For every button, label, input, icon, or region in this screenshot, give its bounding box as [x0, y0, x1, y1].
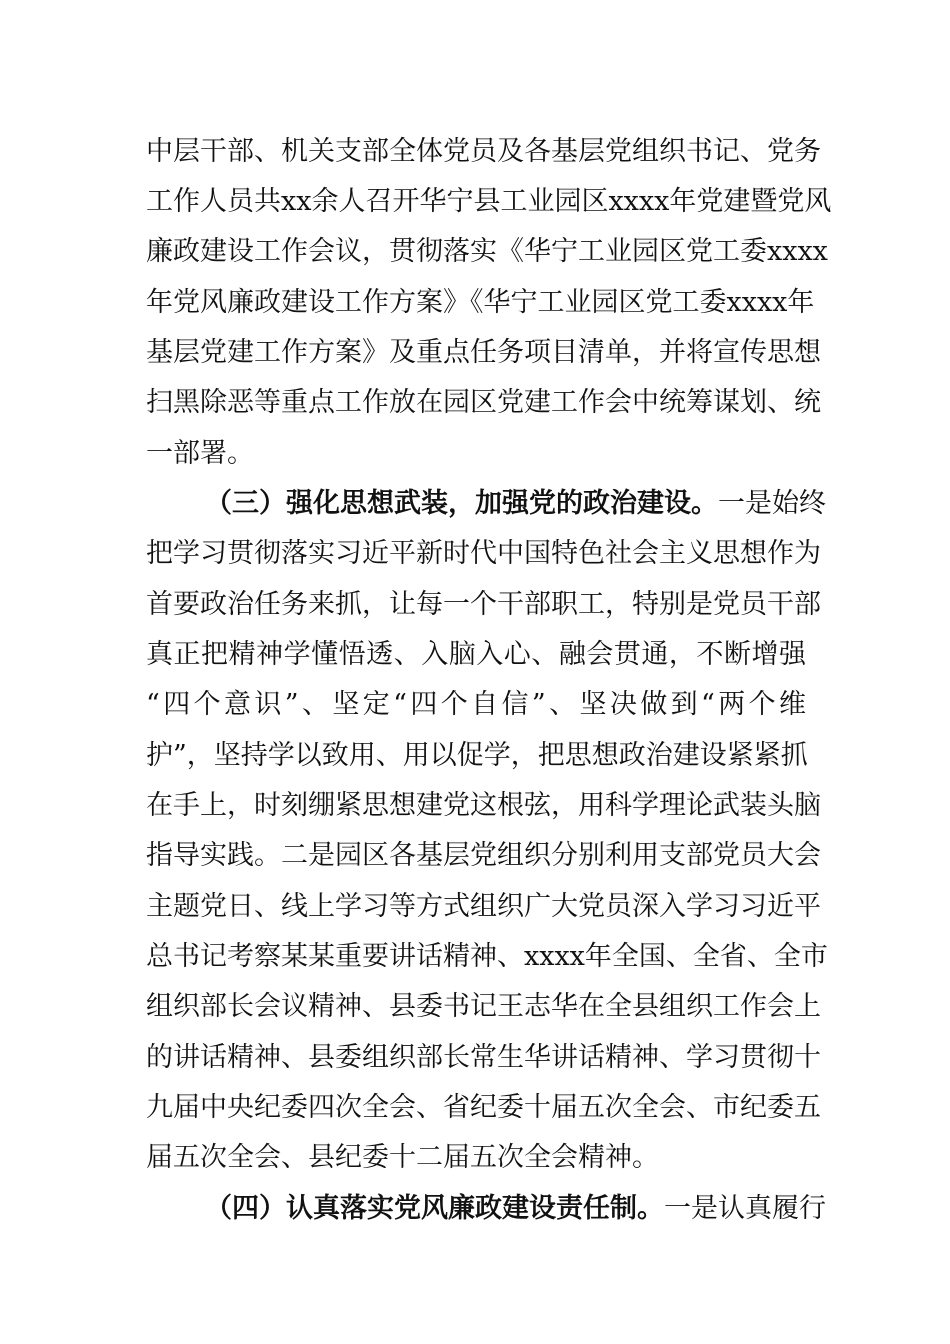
paragraph-2-heading: （三）强化思想武装，加强党的政治建设。	[205, 488, 718, 519]
paragraph-2-line-9: 主题党日、线上学习等方式组织广大党员深入学习习近平	[146, 891, 821, 922]
paragraph-1-line-6: 扫黑除恶等重点工作放在园区党建工作会中统筹谋划、统	[146, 387, 821, 418]
paragraph-1-line-5: 基层党建工作方案》及重点任务项目清单，并将宣传思想	[146, 337, 821, 368]
paragraph-3-heading: （四）认真落实党风廉政建设责任制。	[205, 1193, 664, 1224]
paragraph-2-line-13: 九届中央纪委四次全会、省纪委十届五次全会、市纪委五	[146, 1092, 821, 1123]
paragraph-2-line-6: 护”，坚持学以致用、用以促学，把思想政治建设紧紧抓	[146, 740, 808, 771]
paragraph-1-line-7: 一部署。	[146, 438, 254, 469]
paragraph-2-line-7: 在手上，时刻绷紧思想建党这根弦，用科学理论武装头脑	[146, 790, 821, 821]
paragraph-2-line-3: 首要政治任务来抓，让每一个干部职工，特别是党员干部	[146, 589, 821, 620]
paragraph-2-line-11: 组织部长会议精神、县委书记王志华在全县组织工作会上	[146, 991, 821, 1022]
paragraph-3-line-1-rest: 一是认真履行	[664, 1193, 826, 1224]
paragraph-2-line-5: “四个意识”、坚定“四个自信”、坚决做到“两个维	[146, 689, 806, 720]
paragraph-1-line-3: 廉政建设工作会议，贯彻落实《华宁工业园区党工委xxxx	[146, 236, 828, 267]
paragraph-1-line-1: 中层干部、机关支部全体党员及各基层党组织书记、党务	[146, 136, 821, 167]
paragraph-2-line-4: 真正把精神学懂悟透、入脑入心、融会贯通，不断增强	[146, 639, 806, 670]
paragraph-2-line-2: 把学习贯彻落实习近平新时代中国特色社会主义思想作为	[146, 538, 821, 569]
paragraph-1-line-2: 工作人员共xx余人召开华宁县工业园区xxxx年党建暨党风	[146, 186, 832, 217]
paragraph-2-line-14: 届五次全会、县纪委十二届五次全会精神。	[146, 1142, 659, 1173]
paragraph-2-line-1	[205, 484, 826, 524]
paragraph-2-line-10: 总书记考察某某重要讲话精神、xxxx年全国、全省、全市	[146, 941, 828, 972]
paragraph-2-line-1-rest: 一是始终	[718, 488, 826, 519]
paragraph-2-line-12: 的讲话精神、县委组织部长常生华讲话精神、学习贯彻十	[146, 1042, 821, 1073]
paragraph-2-line-8: 指导实践。二是园区各基层党组织分别利用支部党员大会	[146, 840, 821, 871]
paragraph-1-line-4: 年党风廉政建设工作方案》《华宁工业园区党工委xxxx年	[146, 287, 815, 318]
paragraph-3-line-1	[205, 1189, 826, 1229]
